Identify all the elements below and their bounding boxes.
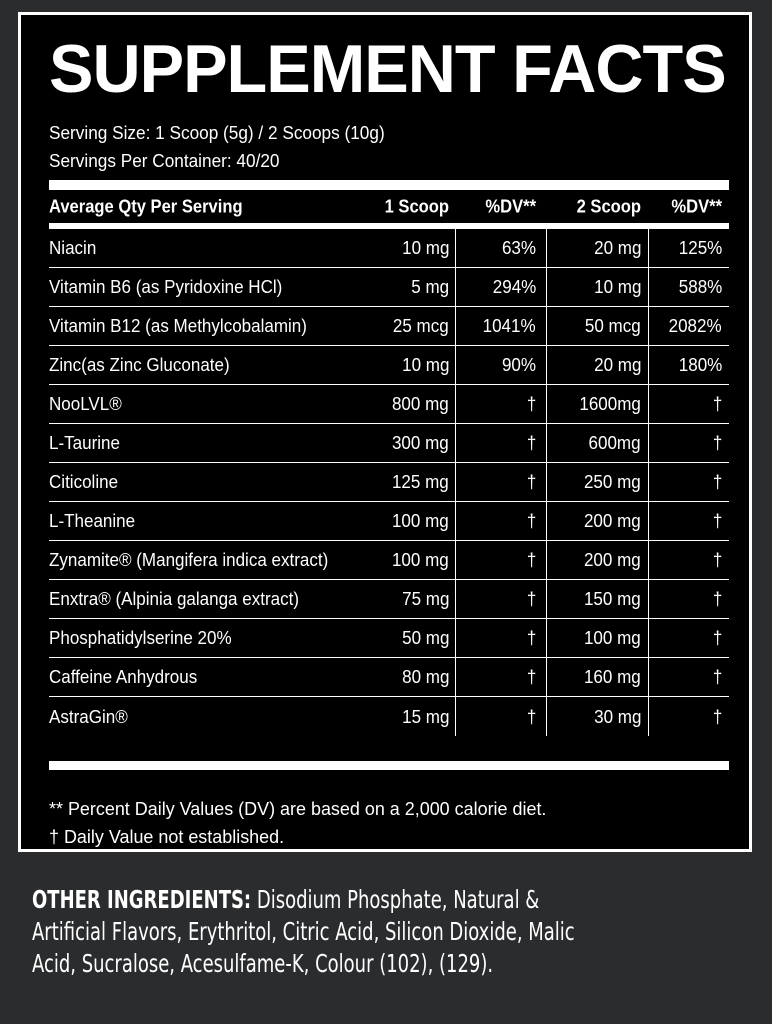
cell-q2: 160 mg [584,666,641,687]
cell-name: Vitamin B12 (as Methylcobalamin) [49,315,307,336]
cell-name: L-Taurine [49,432,120,453]
table-row [49,658,729,697]
cell-dv1: 294% [492,276,536,297]
cell-q1: 800 mg [392,393,449,414]
table-row [49,385,729,424]
panel-title: SUPPLEMENT FACTS [49,31,726,107]
other-ingredients-text: Disodium Phosphate, Natural & Artificial Flavors, Erythritol, Citric Acid, Silicon Dioxide, Malic Acid, Sucralose, Acesulfame-K, Colour (102), (129). [32,885,575,978]
other-ingredients-label: OTHER INGREDIENTS: [32,885,252,914]
cell-name: Zinc(as Zinc Gluconate) [49,354,230,375]
footnote-dagger: † Daily Value not established. [49,826,285,847]
header-dv-1: %DV** [485,196,536,216]
cell-name: Citicoline [49,471,119,492]
cell-dv1: † [526,627,536,648]
cell-dv2: † [712,471,722,492]
cell-name: Zynamite® (Mangifera indica extract) [49,549,329,570]
header-dv-2: %DV** [671,196,722,216]
table-row [49,346,729,385]
footnote-dv: ** Percent Daily Values (DV) are based on a 2,000 calorie diet. [49,798,547,819]
cell-dv2: † [712,666,722,687]
cell-q2: 200 mg [584,549,641,570]
cell-dv1: † [526,666,536,687]
cell-name: NooLVL® [49,393,122,414]
cell-name: Vitamin B6 (as Pyridoxine HCl) [49,276,283,297]
cell-q1: 75 mg [401,588,449,609]
cell-dv2: † [712,627,722,648]
cell-q1: 80 mg [401,666,449,687]
table-row [49,307,729,346]
cell-q2: 150 mg [584,588,641,609]
table-body [49,229,729,736]
cell-dv1: † [526,588,536,609]
cell-name: Enxtra® (Alpinia galanga extract) [49,588,300,609]
cell-q1: 15 mg [401,705,449,727]
table-row [49,502,729,541]
cell-q1: 100 mg [392,549,449,570]
cell-dv1: 63% [501,237,536,258]
cell-dv2: 588% [678,276,722,297]
cell-q1: 50 mg [401,627,449,648]
cell-name: AstraGin® [49,705,128,727]
cell-q1: 5 mg [411,276,449,297]
cell-q1: 100 mg [392,510,449,531]
cell-name: Phosphatidylserine 20% [49,627,232,648]
cell-dv2: † [712,510,722,531]
cell-q2: 30 mg [593,705,641,727]
cell-dv2: † [712,549,722,570]
cell-dv1: 1041% [482,315,536,336]
cell-q2: 250 mg [584,471,641,492]
cell-dv2: 180% [678,354,722,375]
cell-q2: 20 mg [593,354,641,375]
cell-q1: 25 mcg [393,315,449,336]
cell-q1: 125 mg [392,471,449,492]
cell-dv1: † [526,393,536,414]
cell-dv2: † [712,393,722,414]
header-2-scoop: 2 Scoop [576,196,641,216]
table-header [49,190,729,223]
supplement-facts-panel [18,12,752,852]
cell-dv2: † [712,588,722,609]
header-name: Average Qty Per Serving [49,196,243,216]
nutrient-table [49,190,729,727]
cell-dv1: † [526,549,536,570]
cell-q2: 600mg [588,432,641,453]
table-row [49,268,729,307]
cell-q1: 10 mg [401,354,449,375]
serving-size: Serving Size: 1 Scoop (5g) / 2 Scoops (10g) [49,122,385,143]
cell-q2: 100 mg [584,627,641,648]
table-row [49,541,729,580]
cell-dv1: † [526,432,536,453]
cell-q2: 20 mg [593,237,641,258]
table-row [49,463,729,502]
cell-dv1: † [526,705,536,727]
cell-q2: 1600mg [579,393,641,414]
table-row [49,580,729,619]
cell-dv2: † [712,432,722,453]
table-row [49,424,729,463]
cell-q1: 300 mg [392,432,449,453]
other-ingredients [32,884,608,980]
table-row [49,229,729,268]
cell-name: Caffeine Anhydrous [49,666,198,687]
cell-dv1: † [526,510,536,531]
thick-divider-bottom [49,761,729,770]
thick-divider-top [49,180,729,190]
cell-q1: 10 mg [401,237,449,258]
table-row [49,697,729,736]
cell-q2: 50 mcg [585,315,641,336]
divider-under-header [49,223,729,229]
cell-dv1: 90% [501,354,536,375]
cell-dv1: † [526,471,536,492]
cell-dv2: † [712,705,722,727]
header-1-scoop: 1 Scoop [384,196,449,216]
servings-per-container: Servings Per Container: 40/20 [49,150,280,171]
table-row [49,619,729,658]
cell-dv2: 125% [678,237,722,258]
cell-q2: 10 mg [593,276,641,297]
cell-q2: 200 mg [584,510,641,531]
cell-name: L-Theanine [49,510,136,531]
cell-dv2: 2082% [668,315,722,336]
cell-name: Niacin [49,237,97,258]
